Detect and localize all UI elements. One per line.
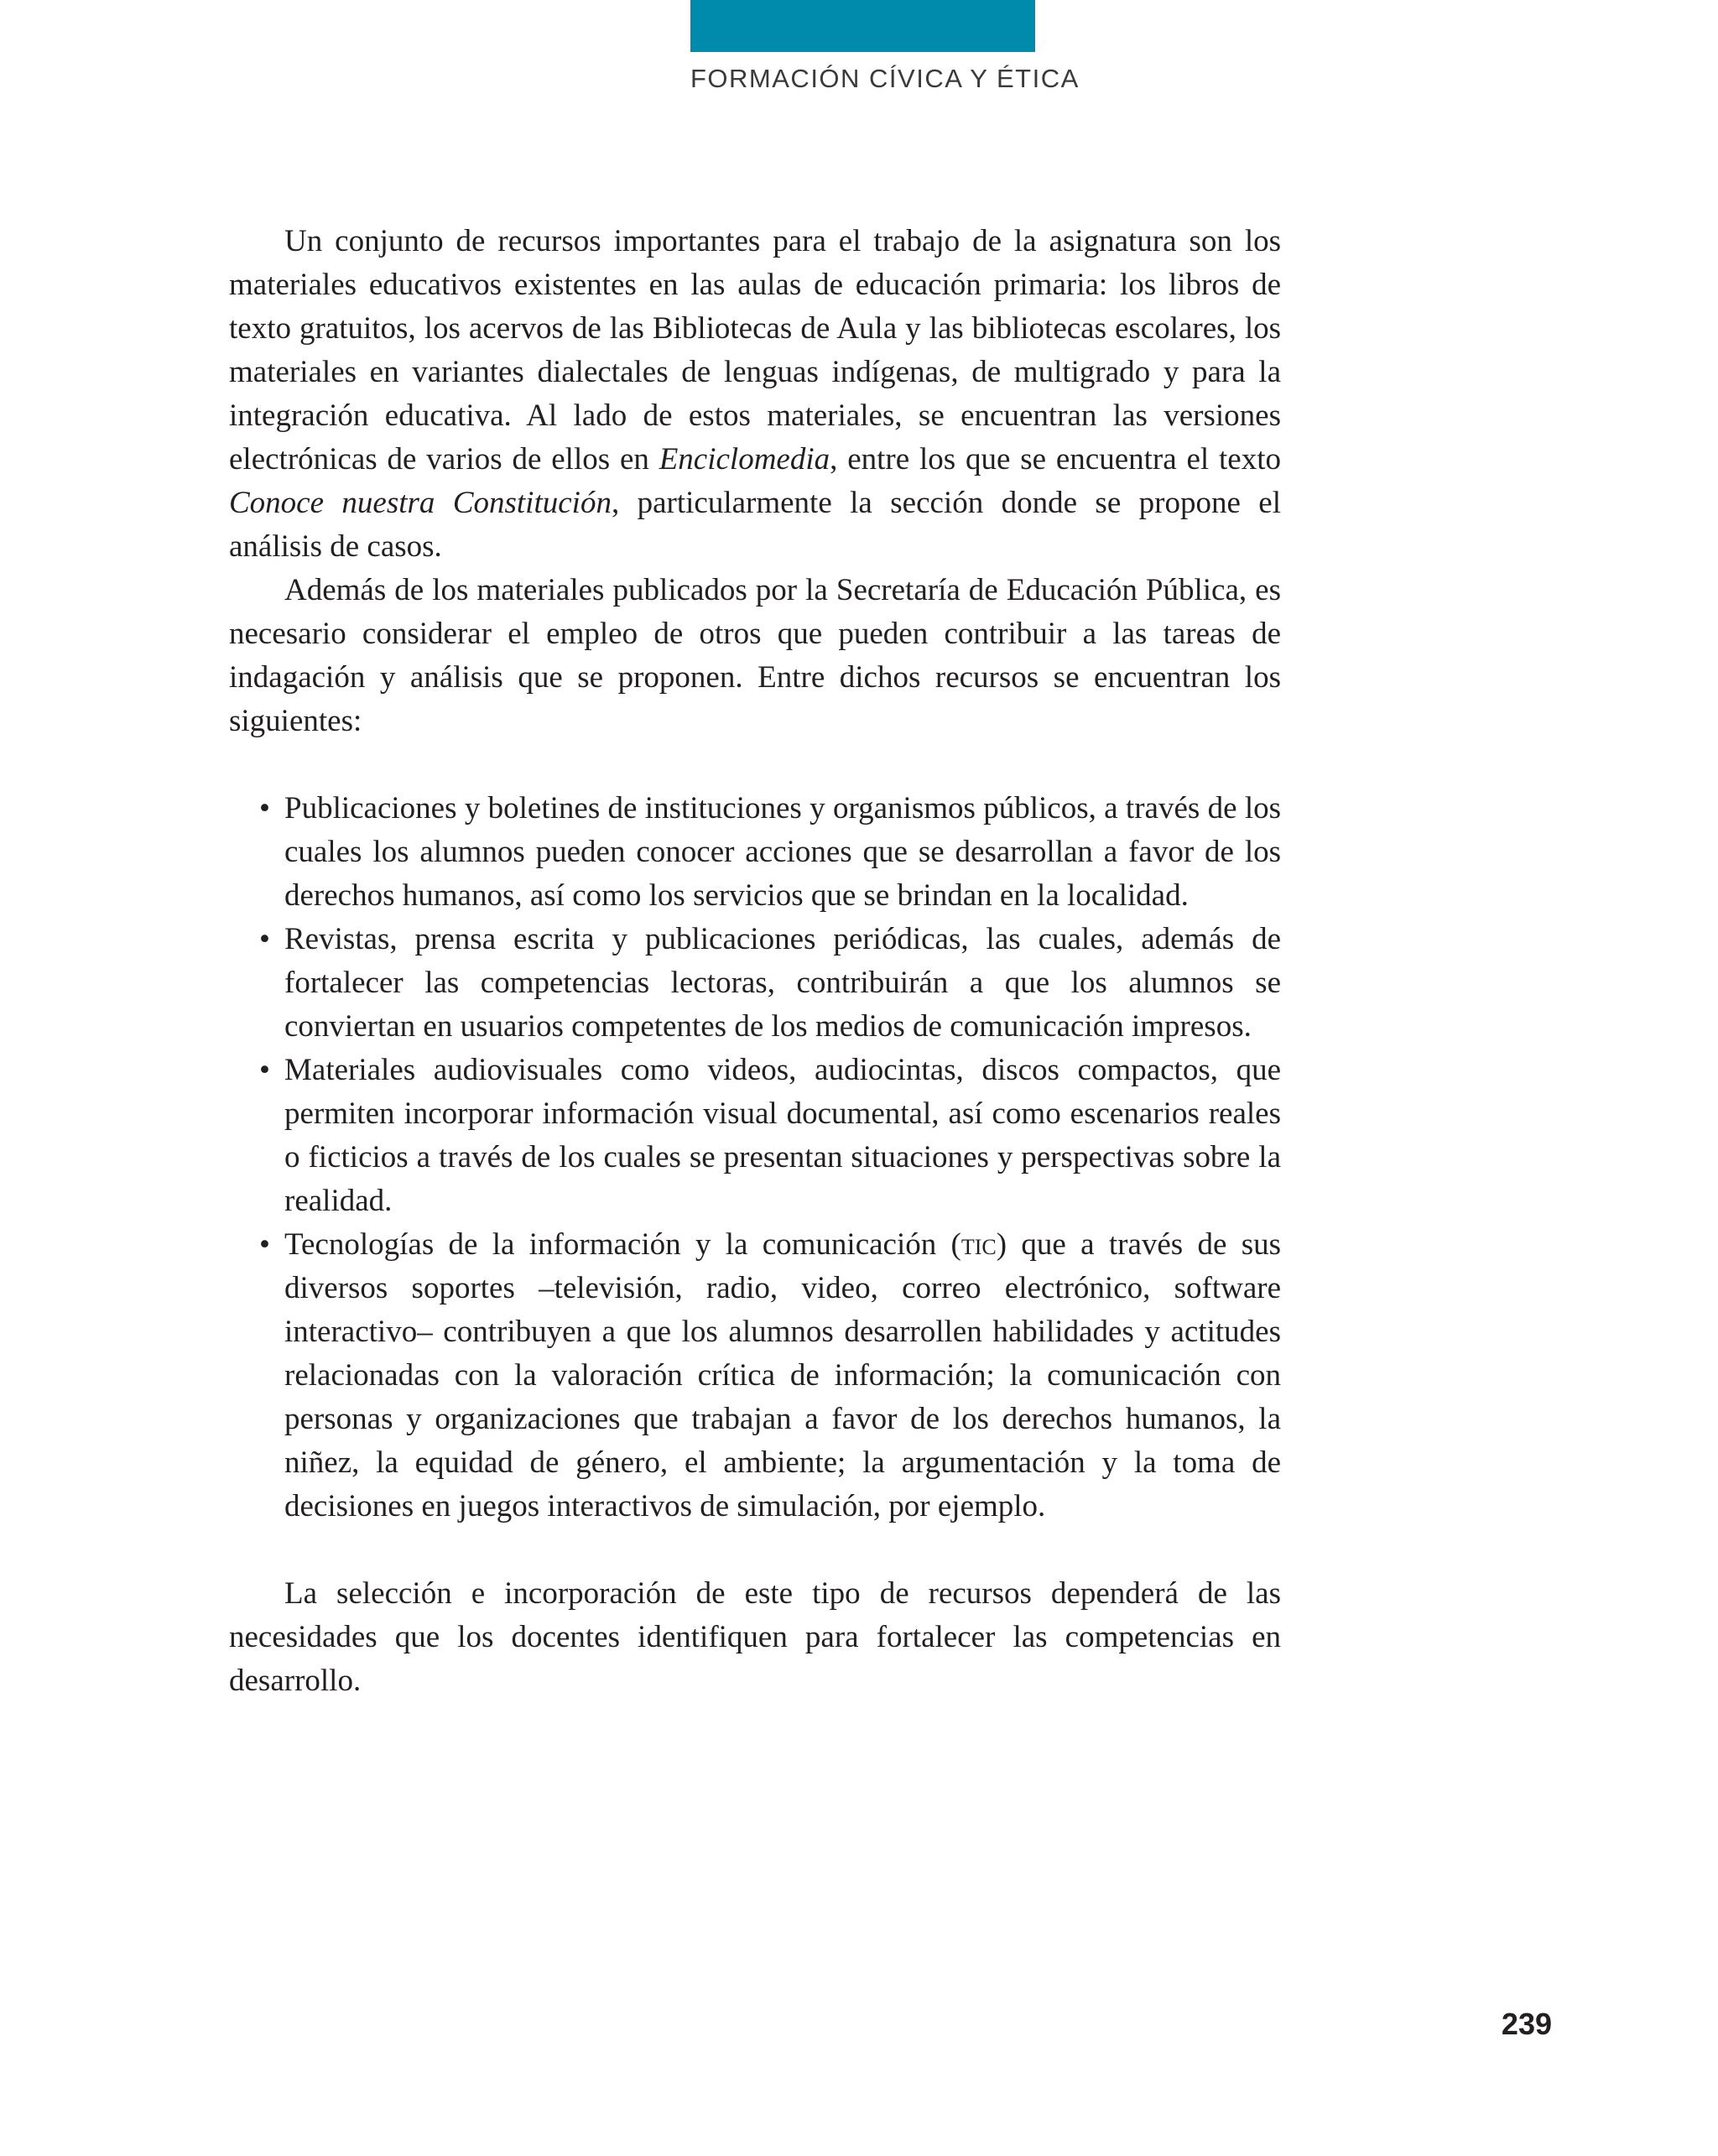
page-content	[229, 220, 1281, 1703]
title-conoce-nuestra-constitucion: Conoce nuestra Constitución	[229, 486, 612, 520]
list-item	[229, 1223, 1281, 1528]
list-item-text: Materiales audiovisuales como videos, audiocintas, discos compactos, que permiten incorporar información visual documental, así como escenarios reales o ficticios a través de los cuales se presentan situaciones y perspectivas sobre la realidad.	[284, 1053, 1281, 1218]
list-item-text-a: Tecnologías de la información y la comunicación (	[284, 1227, 961, 1262]
title-enciclomedia: Enciclomedia	[659, 442, 830, 477]
list-item	[229, 787, 1281, 918]
bullet-icon: •	[259, 922, 270, 956]
list-item-text-b: ) que a través de sus diversos soportes –televisión, radio, video, correo electrónico, software interactivo– contribuyen a que los alumnos desarrollen habilidades y actitudes relacionadas con la valoración crítica de información; la comunicación con personas y organizaciones que trabajan a favor de los derechos humanos, la niñez, la equidad de género, el ambiente; la argumentación y la toma de decisiones en juegos interactivos de simulación, por ejemplo.	[284, 1227, 1282, 1523]
page-number: 239	[1501, 2007, 1552, 2041]
paragraph-1-text-a: Un conjunto de recursos importantes para el trabajo de la asignatura son los materiales educativos existentes en las aulas de educación primaria: los libros de texto gratuitos, los acervos de las Bibliotecas de Aula y las bibliotecas escolares, los materiales en variantes dialectales de lenguas indígenas, de multigrado y para la integración educativa. Al lado de estos materiales, se encuentran las versiones electrónicas de varios de ellos en	[229, 224, 1281, 477]
resource-list	[229, 787, 1281, 1528]
header-accent-bar	[690, 0, 1035, 52]
paragraph-1-text-c: , particularmente la sección donde se propone el análisis de casos.	[229, 486, 1281, 564]
paragraph-1-text-b: , entre los que se encuentra el texto	[830, 442, 1282, 477]
abbreviation-tic: tic	[961, 1227, 997, 1262]
list-item-text: Revistas, prensa escrita y publicaciones periódicas, las cuales, además de fortalecer las competencias lectoras, contribuirán a que los alumnos se conviertan en usuarios competentes de los medios de comunicación impresos.	[284, 922, 1281, 1044]
paragraph-3: La selección e incorporación de este tipo de recursos dependerá de las necesidades que los docentes identifiquen para fortalecer las competencias en desarrollo.	[229, 1576, 1281, 1698]
bullet-icon: •	[259, 791, 270, 825]
bullet-icon: •	[259, 1227, 270, 1262]
section-title: FORMACIÓN CÍVICA Y ÉTICA	[690, 64, 1080, 93]
paragraph-1	[229, 220, 1281, 569]
bullet-icon: •	[259, 1053, 270, 1087]
list-item-text: Publicaciones y boletines de instituciones y organismos públicos, a través de los cuales los alumnos pueden conocer acciones que se desarrollan a favor de los derechos humanos, así como los servicios que se brindan en la localidad.	[284, 791, 1281, 913]
list-item	[229, 1049, 1281, 1223]
paragraph-2: Además de los materiales publicados por la Secretaría de Educación Pública, es necesario considerar el empleo de otros que pueden contribuir a las tareas de indagación y análisis que se proponen. Entre dichos recursos se encuentran los siguientes:	[229, 573, 1281, 738]
list-item	[229, 918, 1281, 1049]
